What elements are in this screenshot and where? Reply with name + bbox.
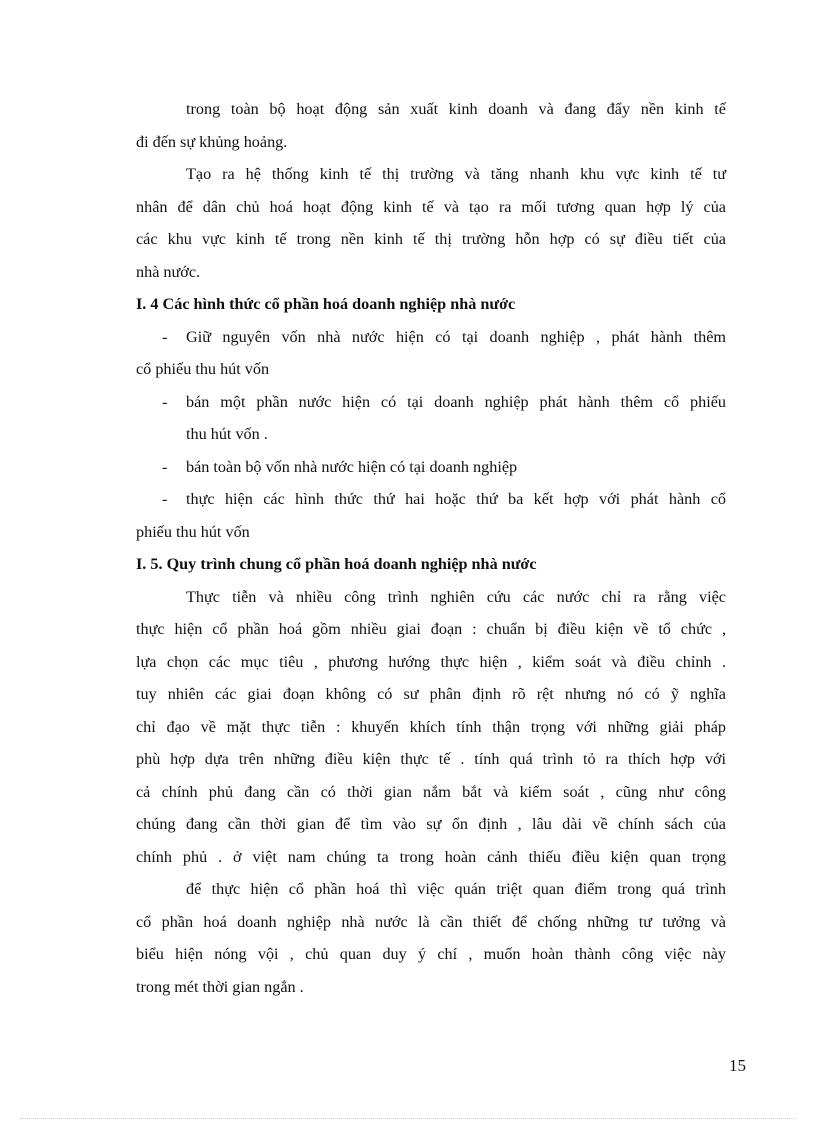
page-bottom-divider <box>20 1118 796 1119</box>
paragraph-line: Tạo ra hệ thống kinh tế thị trường và tăng nhanh khu vực kinh tế tư <box>186 165 726 183</box>
paragraph-line: các khu vực kinh tế trong nền kinh tế thị trường hỗn hợp có sự điều tiết của <box>136 230 726 248</box>
bullet-continuation: cổ phiếu thu hút vốn <box>136 360 270 378</box>
section-heading: I. 5. Quy trình chung cổ phần hoá doanh nghiệp nhà nước <box>136 555 537 573</box>
paragraph-line: trong mét thời gian ngắn . <box>136 977 304 996</box>
paragraph-line: Thực tiễn và nhiều công trình nghiên cứu các nước chỉ ra rằng việc <box>186 587 726 606</box>
bullet-text: bán một phần nước hiện có tại doanh nghiệp phát hành thêm cổ phiếu <box>186 392 726 411</box>
bullet-dash-icon: - <box>162 457 168 476</box>
paragraph-line: để thực hiện cổ phần hoá thì việc quán triệt quan điểm trong quá trình <box>186 880 726 898</box>
bullet-item <box>136 386 726 419</box>
paragraph-line: tuy nhiên các giai đoạn không có sư phân định rõ rệt nhưng nó có ỹ nghĩa <box>136 685 726 703</box>
bullet-item <box>136 483 726 516</box>
paragraph-line: nhà nước. <box>136 262 201 281</box>
paragraph-line: cả chính phủ đang cần có thời gian nắm bắt và kiểm soát , cũng như công <box>136 782 726 801</box>
section-heading: I. 4 Các hình thức cổ phần hoá doanh nghiệp nhà nước <box>136 295 516 313</box>
paragraph-line: lựa chọn các mục tiêu , phương hướng thực hiện , kiểm soát và điều chỉnh . <box>136 652 726 671</box>
bullet-dash-icon: - <box>162 490 168 508</box>
bullet-text: thực hiện các hình thức thứ hai hoặc thứ ba kết hợp với phát hành cổ <box>186 490 726 508</box>
paragraph-line: biểu hiện nóng vội , chủ quan duy ý chí , muốn hoàn thành công việc này <box>136 945 726 963</box>
paragraph-line: chỉ đạo về mặt thực tiễn : khuyến khích tính thận trọng với những giải pháp <box>136 717 726 736</box>
paragraph-line: phù hợp dựa trên những điều kiện thực tế . tính quá trình tỏ ra thích hợp với <box>136 750 726 768</box>
paragraph-line: nhân để dân chủ hoá hoạt động kinh tế và tạo ra mối tương quan hợp lý của <box>136 197 726 216</box>
paragraph-line: chúng đang cần thời gian để tìm vào sự ổn định , lâu dài về chính sách của <box>136 815 726 833</box>
paragraph-line: cổ phần hoá doanh nghiệp nhà nước là cần thiết để chống những tư tưởng và <box>136 912 726 931</box>
bullet-item <box>136 451 726 484</box>
paragraph-line: trong toàn bộ hoạt động sản xuất kinh doanh và đang đẩy nền kinh tế <box>186 100 726 118</box>
paragraph-line: đi đến sự khủng hoảng. <box>136 132 288 151</box>
page-number: 15 <box>729 1056 746 1075</box>
bullet-text: bán toàn bộ vốn nhà nước hiện có tại doanh nghiệp <box>186 457 518 476</box>
bullet-dash-icon: - <box>162 327 168 346</box>
bullet-dash-icon: - <box>162 392 168 411</box>
paragraph-line: thực hiện cổ phần hoá gồm nhiều giai đoạn : chuẩn bị điều kiện về tổ chức , <box>136 620 726 638</box>
bullet-item <box>136 321 726 354</box>
page-body <box>136 93 726 1003</box>
bullet-continuation: thu hút vốn . <box>186 425 268 443</box>
bullet-continuation: phiếu thu hút vốn <box>136 522 250 541</box>
bullet-text: Giữ nguyên vốn nhà nước hiện có tại doanh nghiệp , phát hành thêm <box>186 327 726 346</box>
paragraph-line: chính phủ . ở việt nam chúng ta trong hoàn cảnh thiếu điều kiện quan trọng <box>136 847 726 866</box>
